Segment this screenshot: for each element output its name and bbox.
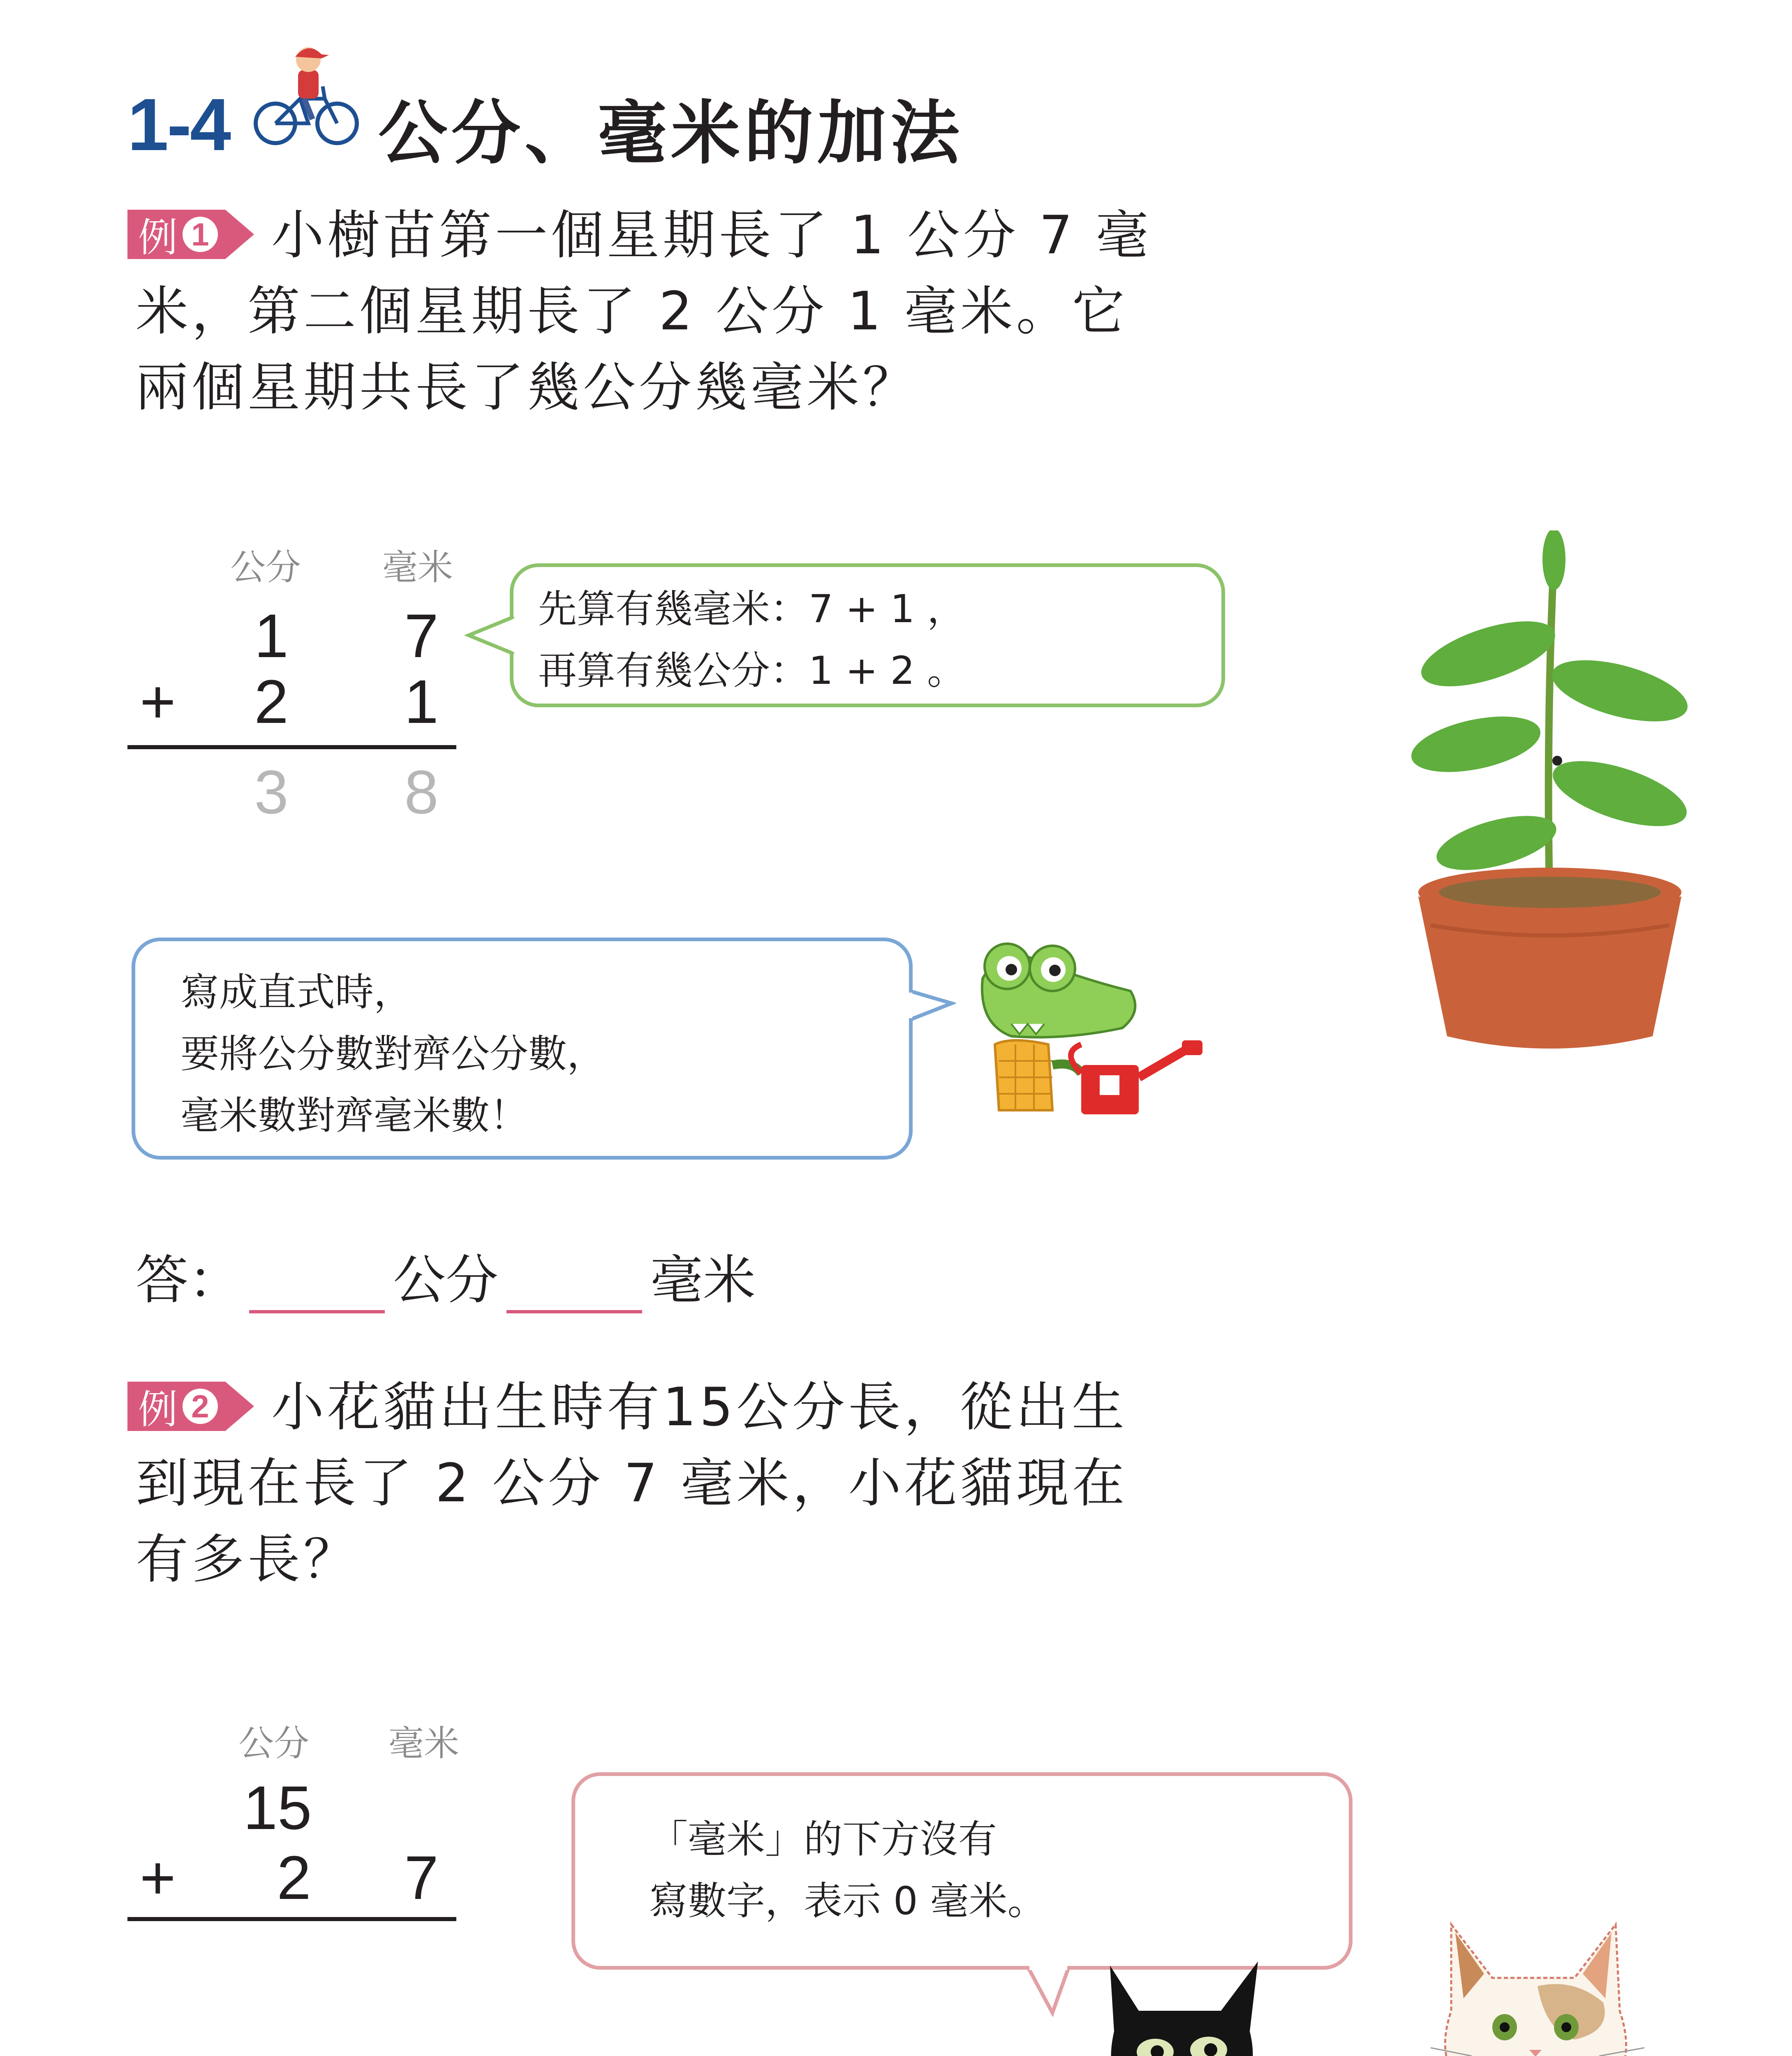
- potted-plant: [1390, 530, 1710, 1065]
- answer1-unit-cm: 公分: [393, 1250, 499, 1311]
- hint-bubble: [510, 563, 1225, 707]
- cat-line2: 寫數字，表示 0 毫米。: [649, 1879, 1046, 1924]
- example1-answer: [136, 1238, 756, 1313]
- example1-problem-line1: 小樹苗第一個星期長了 1 公分 7 毫: [271, 205, 1152, 266]
- calc1-col-mm: 毫米: [382, 547, 453, 588]
- answer1-cm-blank[interactable]: [249, 1269, 385, 1313]
- hint-line1: 先算有幾毫米：7 + 1 ，: [538, 587, 966, 632]
- answer1-label: 答：: [136, 1250, 241, 1311]
- calc1-result-cm: 3: [254, 757, 289, 827]
- calc2-rule: [127, 1917, 456, 1921]
- croc-bubble: [132, 938, 913, 1160]
- example1-badge: [127, 210, 254, 259]
- calc1-rule: [127, 745, 456, 749]
- cat-bubble: [571, 1772, 1353, 1970]
- calc1-col-cm: 公分: [230, 547, 301, 588]
- calc2-row2-cm: 2: [277, 1843, 311, 1912]
- black-cat: [1077, 1949, 1291, 2056]
- croc-line1: 寫成直式時，: [180, 970, 413, 1015]
- section-title: 公分、毫米的加法: [378, 93, 964, 174]
- calc1-row1-mm: 7: [404, 601, 439, 670]
- example2-problem-line3: 有多長？: [136, 1529, 360, 1590]
- badge-label: 例: [138, 1386, 178, 1433]
- cat-line1: 「毫米」的下方沒有: [649, 1817, 997, 1862]
- example2-badge: [127, 1382, 254, 1431]
- badge-number: 1: [183, 217, 218, 252]
- croc-line3: 毫米數對齊毫米數！: [180, 1093, 529, 1138]
- badge-number: 2: [183, 1389, 218, 1424]
- badge-label: 例: [138, 214, 178, 261]
- calc1-row1-cm: 1: [254, 601, 289, 670]
- calico-cat: [1381, 1908, 1694, 2056]
- bicycle-boy-icon: [251, 41, 362, 148]
- cat-bubble-tail: [1020, 1963, 1077, 2017]
- example1-problem-line3: 兩個星期共長了幾公分幾毫米？: [136, 357, 919, 418]
- calc1-row2-mm: 1: [404, 667, 439, 736]
- calc2-plus: +: [140, 1843, 176, 1912]
- hint-line2: 再算有幾公分：1 + 2 。: [538, 648, 966, 693]
- hint-bubble-tail: [465, 613, 518, 658]
- croc-line2: 要將公分數對齊公分數，: [180, 1032, 606, 1077]
- calc1-row2-cm: 2: [254, 667, 289, 736]
- calc2-row1-cm: 15: [243, 1773, 312, 1842]
- example1-problem-line2: 米，第二個星期長了 2 公分 1 毫米。它: [136, 281, 1128, 342]
- section-number: 1-4: [127, 83, 230, 166]
- answer1-unit-mm: 毫米: [650, 1250, 756, 1311]
- croc-bubble-tail: [906, 987, 956, 1028]
- calc1-result-mm: 8: [404, 757, 439, 827]
- example2-problem-line1: 小花貓出生時有15公分長，從出生: [271, 1377, 1128, 1438]
- calc2-col-mm: 毫米: [388, 1723, 459, 1764]
- calc2-row2-mm: 7: [404, 1843, 439, 1912]
- example2-problem-line2: 到現在長了 2 公分 7 毫米，小花貓現在: [136, 1453, 1128, 1514]
- answer1-mm-blank[interactable]: [506, 1269, 642, 1313]
- crocodile-with-watering-can: [958, 929, 1225, 1143]
- calc1-plus: +: [140, 667, 176, 736]
- calc2-col-cm: 公分: [238, 1723, 309, 1764]
